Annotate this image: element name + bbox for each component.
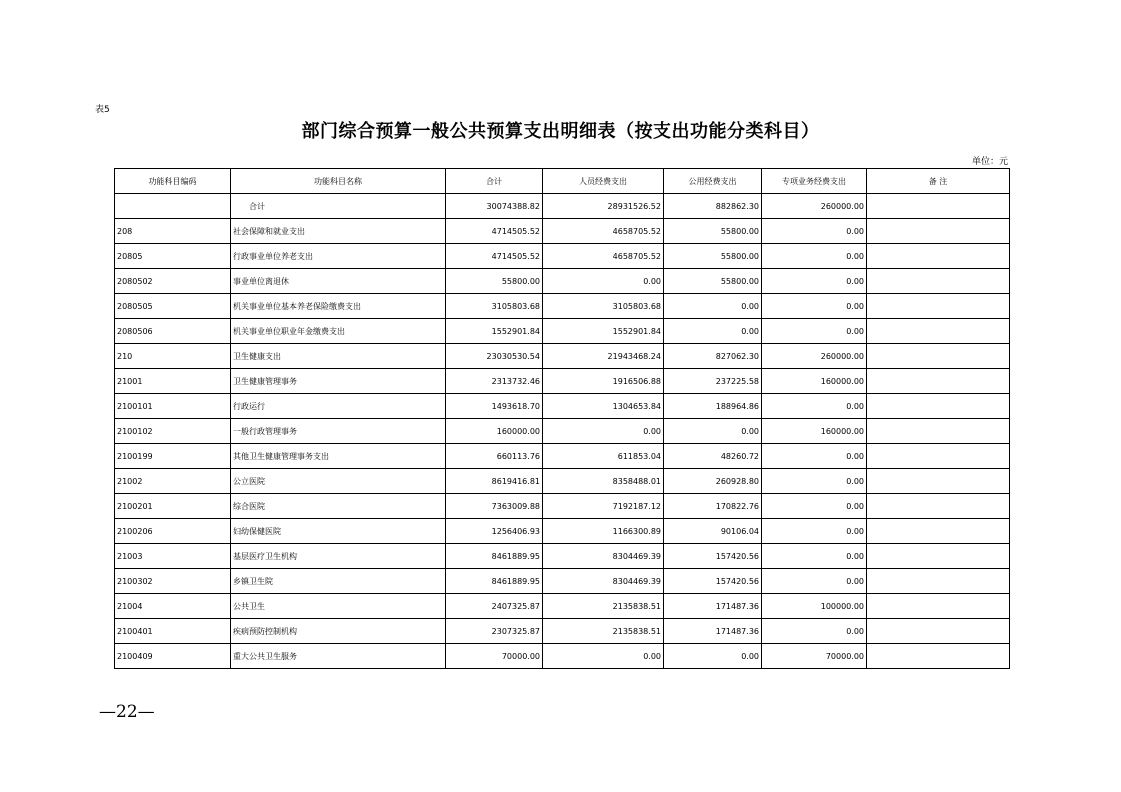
cell-public: 0.00 [664, 319, 762, 344]
cell-remark [867, 244, 1010, 269]
table-row [115, 244, 1010, 269]
cell-personnel: 1552901.84 [543, 319, 664, 344]
cell-name: 疾病预防控制机构 [231, 619, 446, 644]
cell-code: 208 [115, 219, 231, 244]
cell-total: 4714505.52 [446, 244, 543, 269]
cell-name: 基层医疗卫生机构 [231, 544, 446, 569]
cell-public: 171487.36 [664, 594, 762, 619]
table-row [115, 319, 1010, 344]
cell-code: 20805 [115, 244, 231, 269]
cell-public: 55800.00 [664, 219, 762, 244]
cell-special: 260000.00 [762, 194, 867, 219]
cell-public: 171487.36 [664, 619, 762, 644]
cell-special: 0.00 [762, 269, 867, 294]
cell-code: 2100101 [115, 394, 231, 419]
table-row [115, 369, 1010, 394]
cell-total: 8619416.81 [446, 469, 543, 494]
cell-personnel: 28931526.52 [543, 194, 664, 219]
cell-public: 90106.04 [664, 519, 762, 544]
table-row [115, 619, 1010, 644]
cell-remark [867, 194, 1010, 219]
cell-public: 0.00 [664, 294, 762, 319]
cell-code: 210 [115, 344, 231, 369]
cell-remark [867, 494, 1010, 519]
table-row [115, 444, 1010, 469]
cell-personnel: 0.00 [543, 269, 664, 294]
total-row [115, 194, 1010, 219]
cell-remark [867, 219, 1010, 244]
cell-personnel: 1916506.88 [543, 369, 664, 394]
cell-name: 社会保障和就业支出 [231, 219, 446, 244]
cell-total: 70000.00 [446, 644, 543, 669]
cell-total: 30074388.82 [446, 194, 543, 219]
header-total: 合计 [446, 169, 543, 194]
cell-special: 0.00 [762, 244, 867, 269]
cell-public: 237225.58 [664, 369, 762, 394]
header-code: 功能科目编码 [115, 169, 231, 194]
cell-code: 21004 [115, 594, 231, 619]
cell-total: 660113.76 [446, 444, 543, 469]
unit-label: 单位：元 [971, 157, 1008, 167]
cell-total: 160000.00 [446, 419, 543, 444]
cell-code: 21001 [115, 369, 231, 394]
cell-public: 55800.00 [664, 244, 762, 269]
table-header-row [115, 169, 1010, 194]
cell-personnel: 4658705.52 [543, 219, 664, 244]
cell-public: 55800.00 [664, 269, 762, 294]
cell-name: 一般行政管理事务 [231, 419, 446, 444]
cell-public: 882862.30 [664, 194, 762, 219]
cell-personnel: 8358488.01 [543, 469, 664, 494]
cell-total: 1493618.70 [446, 394, 543, 419]
table-row [115, 594, 1010, 619]
table-row [115, 394, 1010, 419]
cell-remark [867, 344, 1010, 369]
header-public: 公用经费支出 [664, 169, 762, 194]
table-row [115, 519, 1010, 544]
cell-total: 8461889.95 [446, 544, 543, 569]
cell-public: 260928.80 [664, 469, 762, 494]
cell-special: 0.00 [762, 619, 867, 644]
cell-total: 2313732.46 [446, 369, 543, 394]
cell-name: 其他卫生健康管理事务支出 [231, 444, 446, 469]
cell-code: 2100199 [115, 444, 231, 469]
cell-name: 合计 [231, 194, 446, 219]
cell-total: 1552901.84 [446, 319, 543, 344]
table-row [115, 494, 1010, 519]
cell-remark [867, 644, 1010, 669]
cell-total: 55800.00 [446, 269, 543, 294]
table-row [115, 469, 1010, 494]
cell-remark [867, 419, 1010, 444]
header-remark: 备 注 [867, 169, 1010, 194]
cell-personnel: 3105803.68 [543, 294, 664, 319]
table-row [115, 219, 1010, 244]
cell-personnel: 8304469.39 [543, 569, 664, 594]
cell-remark [867, 519, 1010, 544]
table-row [115, 569, 1010, 594]
cell-total: 1256406.93 [446, 519, 543, 544]
cell-total: 8461889.95 [446, 569, 543, 594]
cell-special: 100000.00 [762, 594, 867, 619]
cell-total: 2407325.87 [446, 594, 543, 619]
cell-special: 0.00 [762, 219, 867, 244]
cell-total: 23030530.54 [446, 344, 543, 369]
cell-personnel: 1166300.89 [543, 519, 664, 544]
table-row [115, 344, 1010, 369]
cell-personnel: 7192187.12 [543, 494, 664, 519]
cell-name: 公共卫生 [231, 594, 446, 619]
cell-special: 70000.00 [762, 644, 867, 669]
cell-code: 2100409 [115, 644, 231, 669]
cell-remark [867, 469, 1010, 494]
cell-special: 260000.00 [762, 344, 867, 369]
cell-personnel: 611853.04 [543, 444, 664, 469]
cell-name: 事业单位离退休 [231, 269, 446, 294]
cell-name: 乡镇卫生院 [231, 569, 446, 594]
cell-code: 21002 [115, 469, 231, 494]
cell-name: 卫生健康支出 [231, 344, 446, 369]
cell-total: 2307325.87 [446, 619, 543, 644]
table-row [115, 269, 1010, 294]
header-name: 功能科目名称 [231, 169, 446, 194]
cell-personnel: 1304653.84 [543, 394, 664, 419]
cell-name: 行政事业单位养老支出 [231, 244, 446, 269]
cell-code: 2100102 [115, 419, 231, 444]
cell-code: 2100201 [115, 494, 231, 519]
header-personnel: 人员经费支出 [543, 169, 664, 194]
cell-personnel: 21943468.24 [543, 344, 664, 369]
cell-code: 2080505 [115, 294, 231, 319]
page-number: —22— [99, 702, 155, 722]
cell-code: 2100302 [115, 569, 231, 594]
budget-table [114, 168, 1010, 669]
cell-public: 170822.76 [664, 494, 762, 519]
table-row [115, 419, 1010, 444]
table-row [115, 644, 1010, 669]
cell-total: 7363009.88 [446, 494, 543, 519]
cell-name: 综合医院 [231, 494, 446, 519]
cell-personnel: 4658705.52 [543, 244, 664, 269]
cell-code: 2080502 [115, 269, 231, 294]
cell-code: 2080506 [115, 319, 231, 344]
cell-remark [867, 369, 1010, 394]
cell-public: 0.00 [664, 644, 762, 669]
cell-personnel: 2135838.51 [543, 619, 664, 644]
cell-personnel: 8304469.39 [543, 544, 664, 569]
cell-name: 公立医院 [231, 469, 446, 494]
cell-name: 机关事业单位基本养老保险缴费支出 [231, 294, 446, 319]
cell-special: 0.00 [762, 569, 867, 594]
table-row [115, 294, 1010, 319]
header-special: 专项业务经费支出 [762, 169, 867, 194]
cell-remark [867, 269, 1010, 294]
table-label: 表5 [95, 105, 110, 115]
cell-special: 0.00 [762, 294, 867, 319]
cell-special: 0.00 [762, 444, 867, 469]
cell-code [115, 194, 231, 219]
cell-special: 0.00 [762, 544, 867, 569]
cell-personnel: 2135838.51 [543, 594, 664, 619]
table-row [115, 544, 1010, 569]
cell-name: 行政运行 [231, 394, 446, 419]
cell-public: 48260.72 [664, 444, 762, 469]
cell-remark [867, 319, 1010, 344]
cell-total: 4714505.52 [446, 219, 543, 244]
cell-special: 160000.00 [762, 369, 867, 394]
cell-name: 妇幼保健医院 [231, 519, 446, 544]
cell-special: 0.00 [762, 519, 867, 544]
cell-personnel: 0.00 [543, 644, 664, 669]
cell-code: 21003 [115, 544, 231, 569]
cell-code: 2100206 [115, 519, 231, 544]
cell-remark [867, 619, 1010, 644]
cell-special: 0.00 [762, 394, 867, 419]
cell-remark [867, 394, 1010, 419]
cell-personnel: 0.00 [543, 419, 664, 444]
cell-special: 0.00 [762, 494, 867, 519]
cell-name: 卫生健康管理事务 [231, 369, 446, 394]
cell-public: 827062.30 [664, 344, 762, 369]
cell-remark [867, 594, 1010, 619]
cell-name: 机关事业单位职业年金缴费支出 [231, 319, 446, 344]
cell-remark [867, 294, 1010, 319]
cell-special: 160000.00 [762, 419, 867, 444]
cell-public: 188964.86 [664, 394, 762, 419]
cell-public: 157420.56 [664, 544, 762, 569]
cell-code: 2100401 [115, 619, 231, 644]
document-title: 部门综合预算一般公共预算支出明细表（按支出功能分类科目） [301, 121, 820, 142]
cell-remark [867, 569, 1010, 594]
cell-public: 157420.56 [664, 569, 762, 594]
cell-public: 0.00 [664, 419, 762, 444]
cell-remark [867, 444, 1010, 469]
cell-name: 重大公共卫生服务 [231, 644, 446, 669]
cell-remark [867, 544, 1010, 569]
cell-special: 0.00 [762, 469, 867, 494]
cell-total: 3105803.68 [446, 294, 543, 319]
cell-special: 0.00 [762, 319, 867, 344]
